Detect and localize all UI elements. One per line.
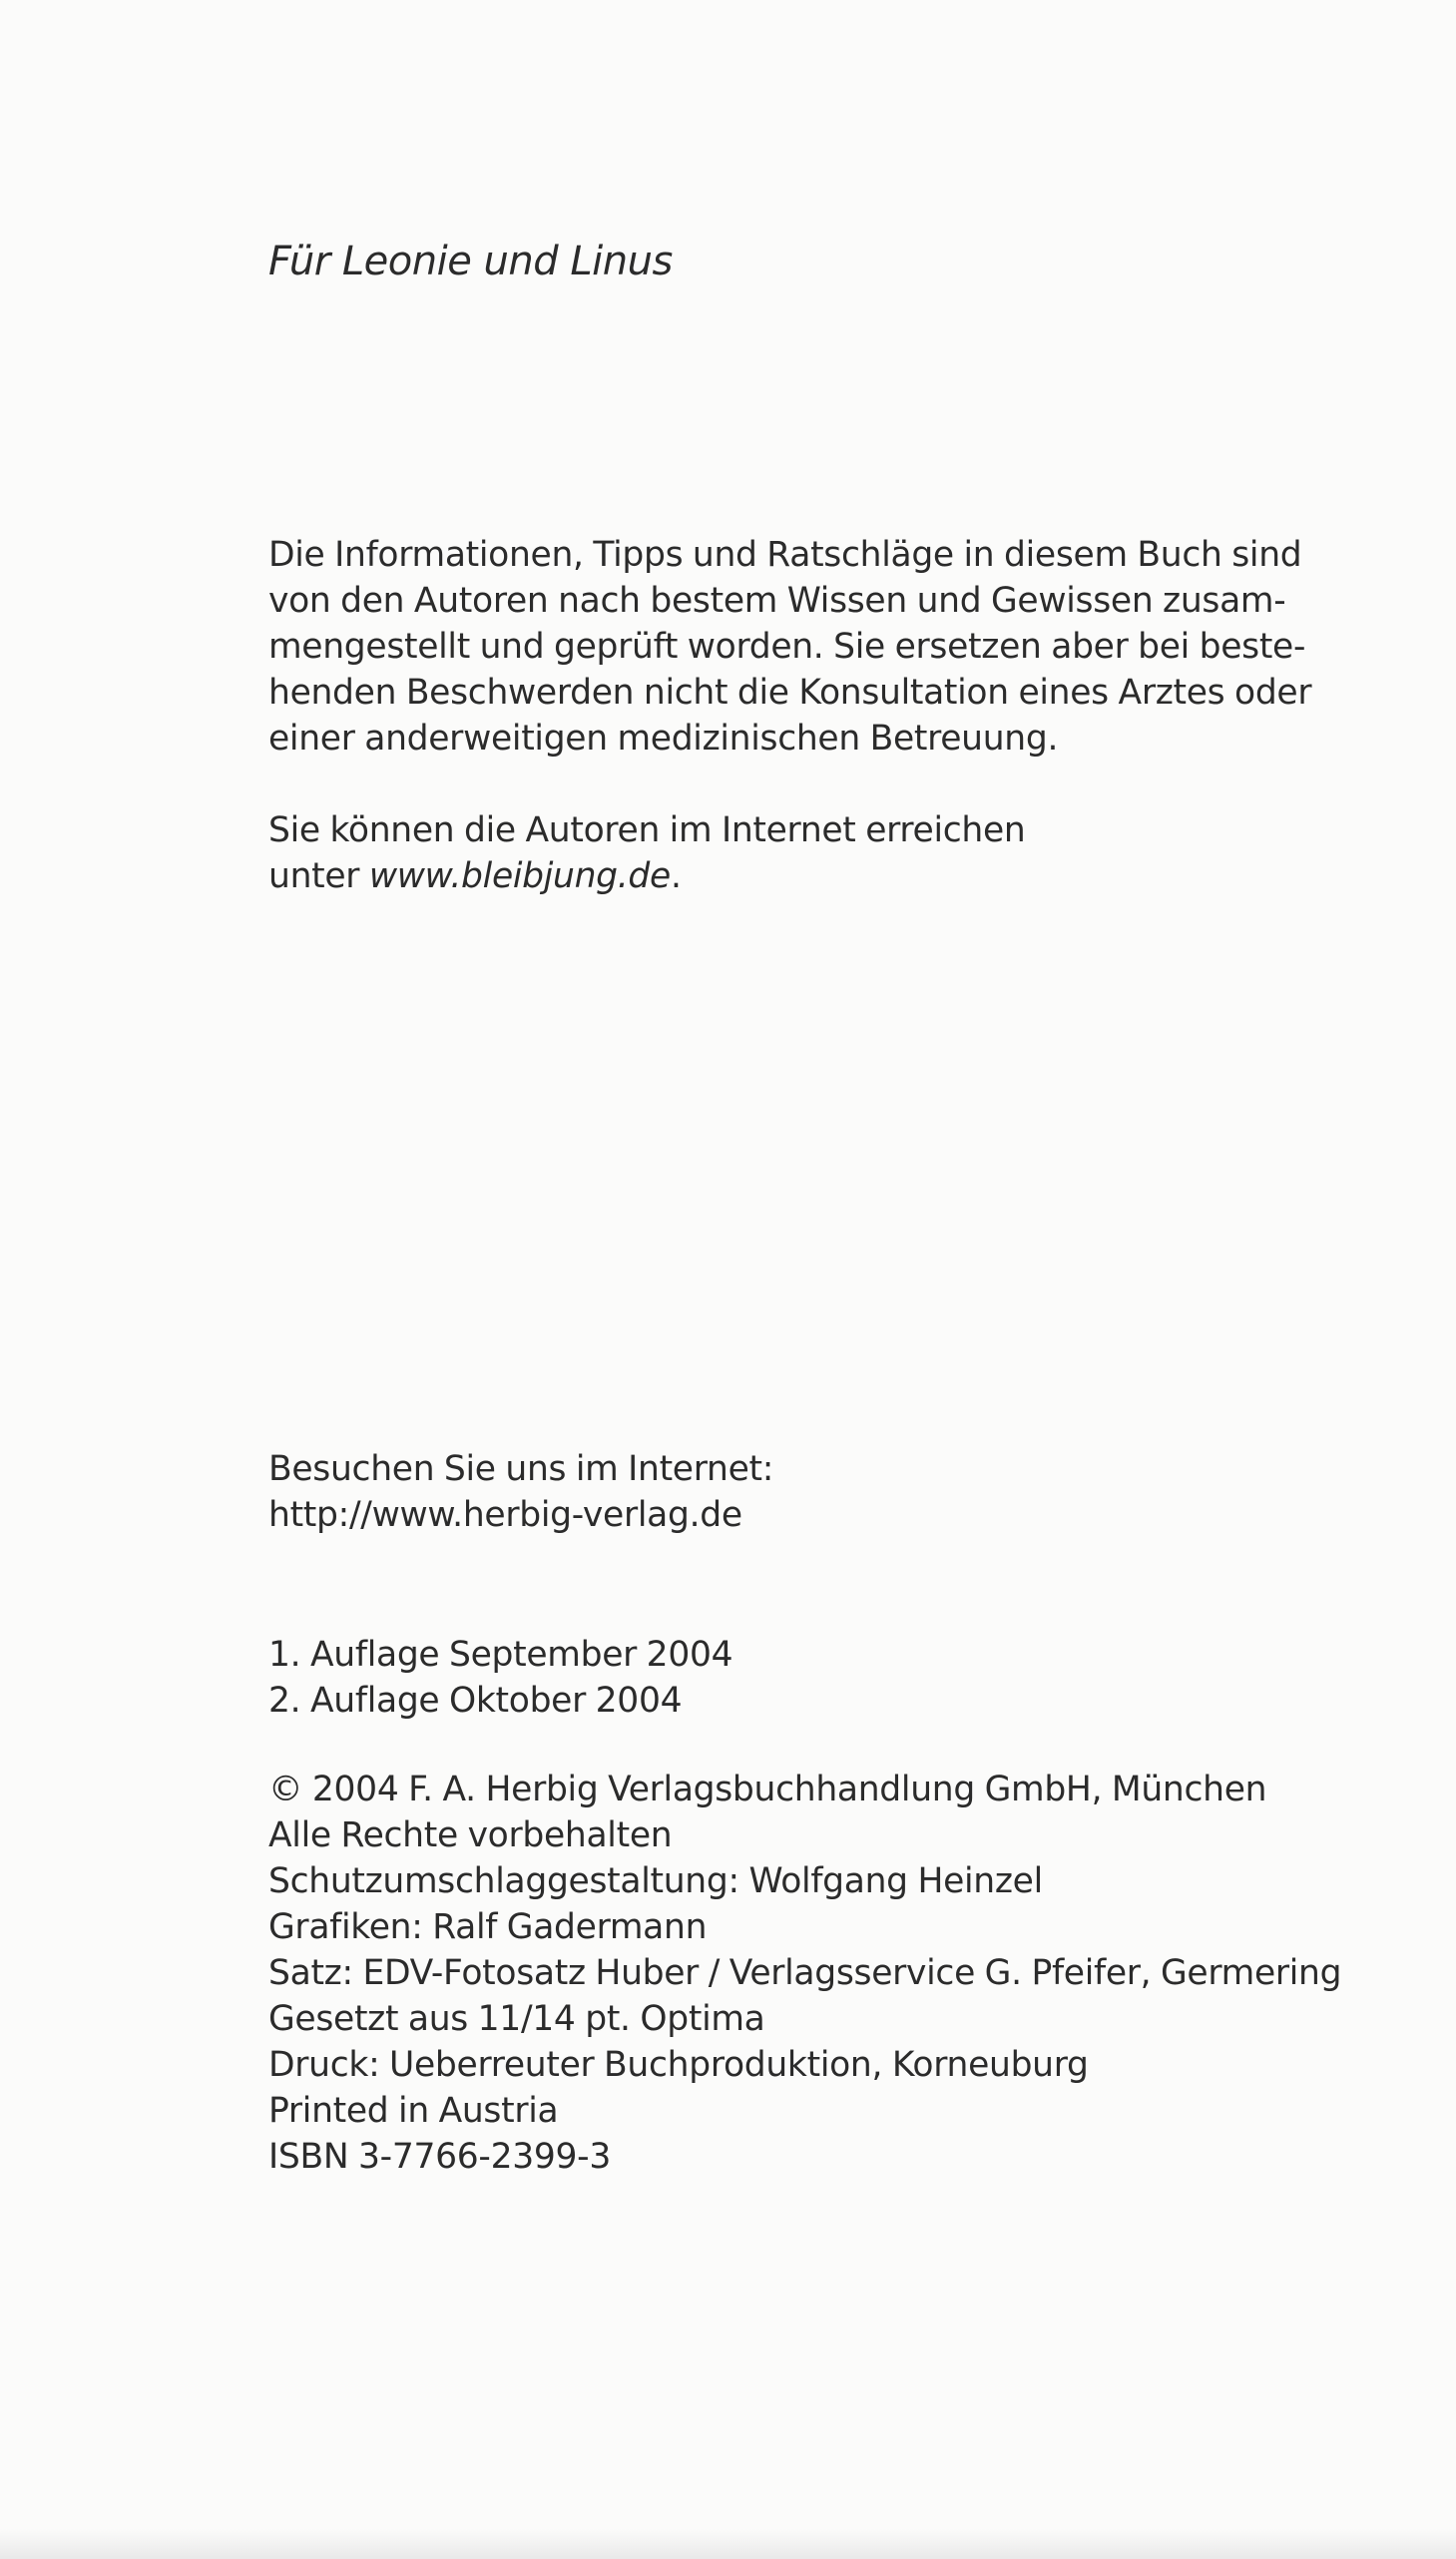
publisher-website-label: Besuchen Sie uns im Internet:: [268, 1449, 774, 1489]
cover-design-line: Schutzumschlaggestaltung: Wolfgang Heinzel: [268, 1861, 1043, 1901]
page-edge-shadow: [0, 2529, 1456, 2559]
rights-line: Alle Rechte vorbehalten: [268, 1815, 673, 1855]
author-url-prefix: unter: [268, 856, 369, 896]
graphics-line: Grafiken: Ralf Gadermann: [268, 1907, 708, 1947]
disclaimer-line: Die Informationen, Tipps und Ratschläge in diesem Buch sind: [268, 535, 1302, 575]
disclaimer-line: mengestellt und geprüft worden. Sie ersetzen aber bei beste-: [268, 627, 1306, 667]
disclaimer-paragraph: [268, 532, 1386, 762]
publisher-website-link[interactable]: http://www.herbig-verlag.de: [268, 1495, 742, 1535]
edition-item: 2. Auflage Oktober 2004: [268, 1681, 683, 1721]
copyright-line: © 2004 F. A. Herbig Verlagsbuchhandlung GmbH, München: [268, 1770, 1267, 1809]
isbn-line: ISBN 3-7766-2399-3: [268, 2137, 611, 2177]
author-url-suffix: .: [670, 856, 682, 896]
printing-line: Druck: Ueberreuter Buchproduktion, Korneuburg: [268, 2045, 1089, 2085]
typesetting-line: Satz: EDV-Fotosatz Huber / Verlagsservice G. Pfeifer, Germering: [268, 1953, 1342, 1993]
disclaimer-line: henden Beschwerden nicht die Konsultation eines Arztes oder: [268, 673, 1312, 713]
dedication: Für Leonie und Linus: [268, 239, 673, 284]
edition-list: [268, 1632, 1386, 1724]
imprint-block: [268, 1767, 1386, 2180]
publisher-website: [268, 1446, 1386, 1538]
disclaimer-line: einer anderweitigen medizinischen Betreuung.: [268, 719, 1059, 759]
author-contact: [268, 807, 1386, 899]
author-website-link[interactable]: www.bleibjung.de: [368, 856, 671, 896]
printed-in-line: Printed in Austria: [268, 2091, 559, 2131]
author-contact-line: Sie können die Autoren im Internet erreichen: [268, 810, 1026, 850]
disclaimer-line: von den Autoren nach bestem Wissen und Gewissen zusam-: [268, 581, 1286, 621]
edition-item: 1. Auflage September 2004: [268, 1635, 733, 1675]
author-contact-url-line: [268, 853, 1386, 899]
typeface-line: Gesetzt aus 11/14 pt. Optima: [268, 1999, 765, 2039]
